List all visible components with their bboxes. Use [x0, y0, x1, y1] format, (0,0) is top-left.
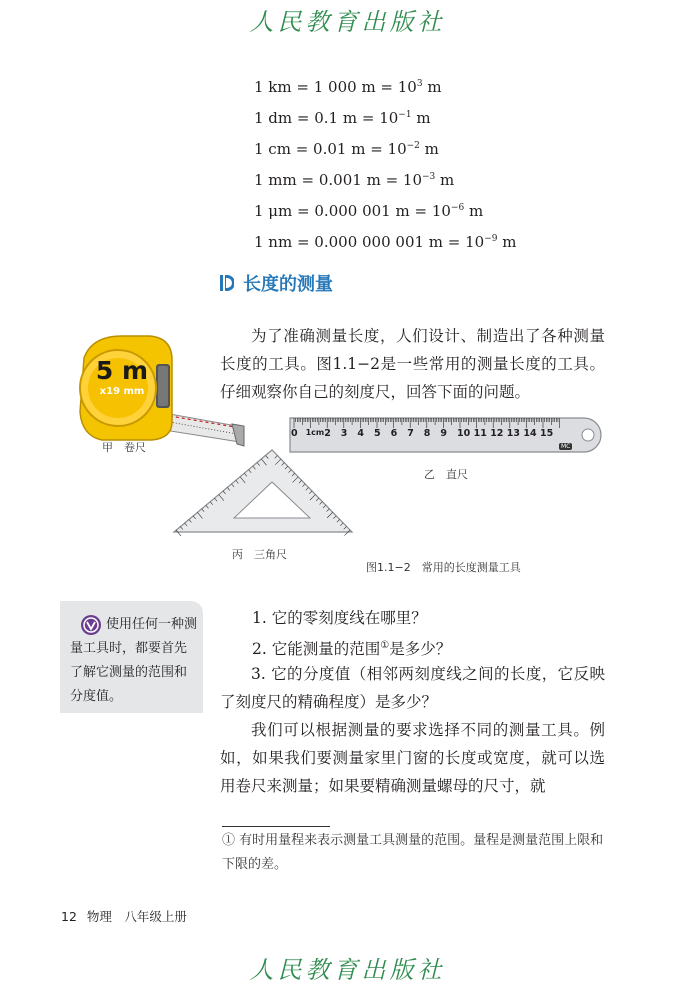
ruler-number: 5 — [374, 428, 381, 439]
tip-icon — [80, 614, 102, 636]
section-marker-icon — [220, 274, 234, 292]
section-title: 长度的测量 — [243, 274, 333, 295]
body-paragraph: 我们可以根据测量的要求选择不同的测量工具。例如，如果我们要测量家里门窗的长度或宽度，就可以选用卷尺来测量；如果要精确测量螺母的尺寸，就 — [220, 721, 605, 795]
ruler-brand-badge: MC — [561, 443, 571, 450]
ruler-number: 0 — [291, 428, 298, 439]
tape-size-label: 5 m — [95, 356, 149, 385]
tape-caption: 甲 卷尺 — [102, 441, 146, 454]
triangle-caption: 丙 三角尺 — [232, 548, 287, 561]
conversion-row: 1 mm = 0.001 $m = 10^{-3}$ m — [254, 171, 455, 189]
conversion-row: 1 μm = 0.000 001 $m = 10^{-6}$ m — [254, 202, 484, 220]
ruler-number: 2 — [324, 428, 331, 439]
question-2: 2. 它能测量的范围①是多少？ — [252, 640, 452, 659]
ruler-number: 13 — [506, 428, 521, 439]
ruler-number: 12 — [490, 428, 504, 439]
ruler-number: 3 — [340, 428, 348, 439]
conversion-row: 1 cm = 0.01 $m = 10^{-2}$ m — [254, 140, 439, 158]
footnote: ① 有时用量程来表示测量工具测量的范围。量程是测量范围上限和下限的差。 — [222, 833, 604, 872]
intro-paragraph: 为了准确测量长度，人们设计、制造出了各种测量长度的工具。图1.1−2是一些常用的测量长度的工具。仔细观察你自己的刻度尺，回答下面的问题。 — [220, 327, 605, 401]
conversion-row: 1 dm = 0.1 $m = 10^{-1}$ m — [254, 109, 431, 127]
conversion-list — [254, 70, 517, 256]
page-footer — [61, 907, 187, 925]
publisher-header: 人民教育出版社 — [249, 8, 446, 36]
question-3: 3. 它的分度值（相邻两刻度线之间的长度，它反映了刻度尺的精确程度）是多少？ — [220, 665, 605, 711]
ruler-number: 7 — [407, 428, 414, 439]
ruler-number: 10 — [457, 428, 471, 439]
ruler-number: 15 — [540, 428, 554, 439]
conversion-row: 1 km = 1 000 $m = 10^3$ m — [254, 78, 442, 96]
side-note — [60, 601, 203, 713]
side-note-text: 使用任何一种测量工具时，都要首先了解它测量的范围和分度值。 — [70, 617, 198, 704]
triangle-ruler-illustration — [172, 446, 354, 536]
section-heading — [220, 270, 333, 296]
conversion-row: 1 nm = 0.000 000 001 $m = 10^{-9}$ m — [254, 233, 517, 251]
question-1: 1. 它的零刻度线在哪里？ — [252, 609, 427, 627]
ruler-number: 8 — [423, 428, 431, 439]
figure-caption: 图1.1−2 常用的长度测量工具 — [366, 561, 521, 574]
page-number: 12 — [61, 909, 77, 924]
ruler-number: 6 — [390, 428, 398, 439]
book-title: 物理 八年级上册 — [86, 909, 187, 924]
ruler-number: 4 — [357, 428, 365, 439]
ruler-caption: 乙 直尺 — [424, 468, 468, 481]
ruler-number: 14 — [523, 428, 537, 439]
footnote-ref: ① — [380, 640, 390, 651]
tape-width-label: x19 mm — [99, 386, 145, 397]
ruler-number: 11 — [473, 428, 487, 439]
ruler-number: 1cm — [305, 428, 325, 437]
publisher-footer: 人民教育出版社 — [249, 956, 446, 984]
footnote-divider — [222, 826, 330, 827]
ruler-number: 9 — [440, 428, 448, 439]
